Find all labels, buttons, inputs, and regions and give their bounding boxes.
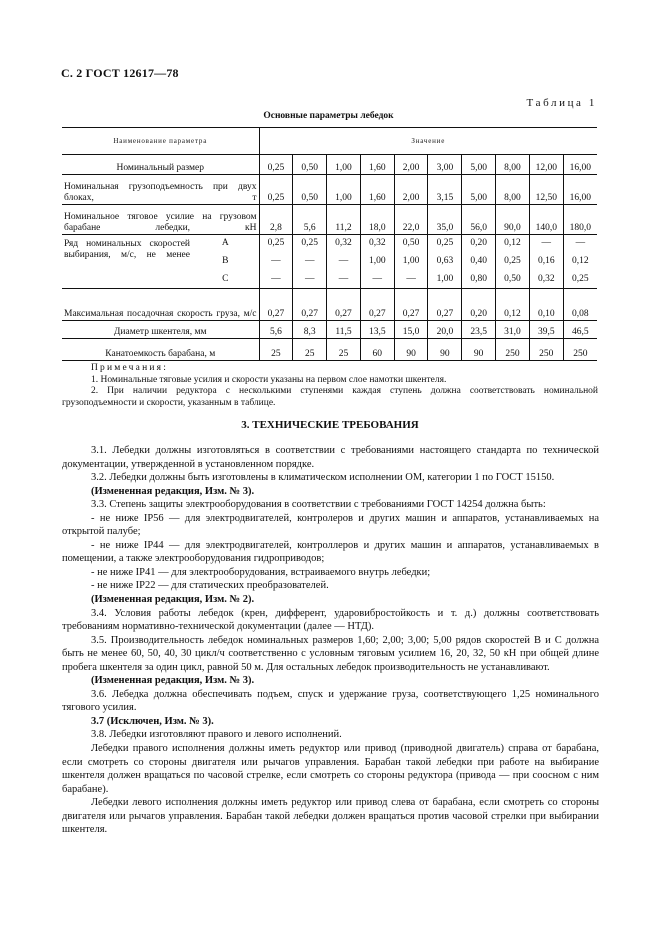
table-cell: 8,3 [293,321,327,339]
table-cell: 0,20 [462,235,496,253]
table-cell: 0,40 [462,253,496,271]
table-cell: 23,5 [462,321,496,339]
paragraph: - не ниже IP22 — для статических преобразователей. [91,580,329,592]
table-cell: 1,00 [327,175,361,205]
table-row [62,155,597,175]
paragraph: - не ниже IP44 — для электродвигателей, контроллеров и других машин и аппаратов, устанавливаемых в помещении, а также электрооборудования гидроприводов; [62,539,599,565]
table-title: Основные параметры лебедок [263,111,394,121]
table-cell: 5,6 [259,321,293,339]
table-cell: 12,00 [529,155,563,175]
table-cell: — [327,253,361,271]
table-cell: 3,00 [428,155,462,175]
table-cell: 0,12 [563,253,597,271]
table-cell: — [529,235,563,253]
row-name: Максимальная посадочная скорость груза, м/с [62,289,259,321]
table-cell: 25 [327,339,361,361]
table-cell: 0,27 [360,289,394,321]
table-cell: 0,32 [360,235,394,253]
table-cell: — [360,271,394,289]
table-cell: 16,00 [563,155,597,175]
table-row [62,175,597,205]
table-cell: 2,00 [394,155,428,175]
table-cell: 8,00 [496,175,530,205]
paragraph: 3.5. Производительность лебедок номинальных размеров 1,60; 2,00; 3,00; 5,00 рядов скоростей В и С должна быть не менее 60, 50, 40, 30 цикл/ч соответственно с условным тяговым усилием 16, 20, 32, 50 кН при общей длине пробега шкентеля за один цикл, равной 50 м. Для остальных лебедок производительность не устанавливают. [62,634,599,673]
row-name: Диаметр шкентеля, мм [62,321,259,339]
notes-heading: Примечания: [91,363,169,373]
table-cell: 0,10 [529,289,563,321]
table-cell: 5,00 [462,175,496,205]
table-row [62,235,597,253]
table-cell: 31,0 [496,321,530,339]
table-cell: 25 [259,339,293,361]
table-cell: 90,0 [496,205,530,235]
table-cell: 0,27 [394,289,428,321]
table-cell: 0,16 [529,253,563,271]
table-cell: 2,8 [259,205,293,235]
table-cell: 0,20 [462,289,496,321]
paragraph: - не ниже IP56 — для электродвигателей, контролеров и других машин и аппаратов, устанавливаемых на открытой палубе; [62,512,599,538]
table-cell: 15,0 [394,321,428,339]
notes [62,363,598,409]
row-name: Номинальная грузоподъемность при двух блоках, т [62,175,259,205]
table-cell: 1,00 [394,253,428,271]
table-cell: — [293,271,327,289]
table-cell: 1,60 [360,175,394,205]
table-cell: 0,27 [327,289,361,321]
table-cell: 0,80 [462,271,496,289]
table-cell: 20,0 [428,321,462,339]
table-cell: 250 [563,339,597,361]
table-cell: 0,25 [496,253,530,271]
paragraph: (Измененная редакция, Изм. № 3). [91,675,255,687]
table-cell: 11,5 [327,321,361,339]
page-header: С. 2 ГОСТ 12617—78 [61,66,179,80]
note-2: 2. При наличии редуктора с несколькими ступенями каждая ступень должна соответствовать номинальной грузоподъемности и скорости, указанным в таблице. [62,386,598,408]
paragraph: 3.8. Лебедки изготовляют правого и левого исполнений. [91,729,342,741]
table-cell: 5,6 [293,205,327,235]
table-cell: 0,25 [259,175,293,205]
table-cell: 250 [496,339,530,361]
table-cell: 0,25 [259,155,293,175]
note-1: 1. Номинальные тяговые усилия и скорости указаны на первом слое намотки шкентеля. [91,374,447,385]
table-cell: 46,5 [563,321,597,339]
table-cell: 5,00 [462,155,496,175]
row-name: Ряд номинальных скоростей выбирания, м/с, не менее [62,235,192,289]
speed-series-label: В [192,253,259,271]
table-row [62,321,597,339]
table-cell: 39,5 [529,321,563,339]
table-cell: 0,25 [293,235,327,253]
table-cell: 1,00 [428,271,462,289]
table-cell: 0,27 [259,289,293,321]
table-cell: 12,50 [529,175,563,205]
row-name: Номинальное тяговое усилие на грузовом барабане лебедки, кН [62,205,259,235]
table-cell: — [259,271,293,289]
table-row [62,339,597,361]
table-cell: 3,15 [428,175,462,205]
table-cell: 0,08 [563,289,597,321]
table-cell: 16,00 [563,175,597,205]
table-cell: 90 [394,339,428,361]
table-cell: 35,0 [428,205,462,235]
paragraph: 3.6. Лебедка должна обеспечивать подъем, спуск и удержание груза, соответствующего 1,25 номинального тягового усилия. [62,688,599,714]
table-cell: 0,12 [496,235,530,253]
table-cell: 0,12 [496,289,530,321]
table-cell: 8,00 [496,155,530,175]
row-name: Номинальный размер [62,155,259,175]
col-header-name: Наименование параметра [62,128,259,155]
paragraph: 3.3. Степень защиты электрооборудования в соответствии с требованиями ГОСТ 14254 должна быть: [91,499,546,511]
parameters-table [62,127,597,361]
table-cell: 0,27 [428,289,462,321]
table-cell: 0,32 [327,235,361,253]
table-cell: — [259,253,293,271]
table-cell: 0,63 [428,253,462,271]
table-cell: 90 [428,339,462,361]
paragraph: Лебедки левого исполнения должны иметь редуктор или привод слева от барабана, если смотреть со стороны двигателя или рычагов управления. Барабан такой лебедки должен вращаться против часовой стрелки при выбирании шкентеля. [62,797,599,836]
paragraph: - не ниже IP41 — для электрооборудования, встраиваемого внутрь лебедки; [91,566,431,578]
table-cell: 60 [360,339,394,361]
table-cell: 0,25 [563,271,597,289]
table-cell: 0,50 [496,271,530,289]
paragraph: 3.4. Условия работы лебедок (крен, дифферент, ударовибростойкость и т. д.) должны соответствовать требованиям нормативно-технической документации (далее — НТД). [62,607,599,633]
table-cell: 2,00 [394,175,428,205]
table-row [62,289,597,321]
table-cell: 0,50 [293,175,327,205]
table-cell: 25 [293,339,327,361]
table-cell: 22,0 [394,205,428,235]
table-cell: 180,0 [563,205,597,235]
table-cell: 0,50 [394,235,428,253]
paragraph: 3.1. Лебедки должны изготовляться в соответствии с требованиями настоящего стандарта по технической документации, утвержденной в установленном порядке. [62,445,599,470]
table-cell: 0,25 [428,235,462,253]
row-name: Канатоемкость барабана, м [62,339,259,361]
table-body [62,155,597,361]
table-cell: — [394,271,428,289]
paragraph: 3.7 (Исключен, Изм. № 3). [91,715,214,727]
table-cell: 0,32 [529,271,563,289]
table-cell: 90 [462,339,496,361]
table-cell: 1,00 [327,155,361,175]
table-row [62,205,597,235]
table-cell: — [327,271,361,289]
table-cell: 250 [529,339,563,361]
table-cell: 11,2 [327,205,361,235]
table-cell: 0,50 [293,155,327,175]
paragraph: 3.2. Лебедки должны быть изготовлены в климатическом исполнении ОМ, категории 1 по ГОСТ 15150. [91,472,555,484]
paragraph: (Измененная редакция, Изм. № 3). [91,485,255,497]
paragraph: (Измененная редакция, Изм. № 2). [91,594,255,606]
section-body [62,444,599,837]
table-cell: 1,60 [360,155,394,175]
speed-series-label: А [192,235,259,253]
table-cell: 13,5 [360,321,394,339]
table-label: Таблица 1 [526,97,597,109]
table-cell: 1,00 [360,253,394,271]
speed-series-label: С [192,271,259,289]
col-header-value: Значение [259,128,597,155]
paragraph: Лебедки правого исполнения должны иметь редуктор или привод (приводной двигатель) справа от барабана, если смотреть со стороны двигателя или рычагов управления. Барабан такой лебедки при работе на выбирание шкентеля должен вращаться по часовой стрелке, если смотреть со стороны редуктора (привода — при соосном с ним барабане). [62,743,599,795]
table-cell: 56,0 [462,205,496,235]
table-cell: 18,0 [360,205,394,235]
table-cell: 140,0 [529,205,563,235]
section-title: 3. ТЕХНИЧЕСКИЕ ТРЕБОВАНИЯ [241,419,419,431]
table-cell: 0,27 [293,289,327,321]
table-cell: — [293,253,327,271]
table-cell: — [563,235,597,253]
table-cell: 0,25 [259,235,293,253]
